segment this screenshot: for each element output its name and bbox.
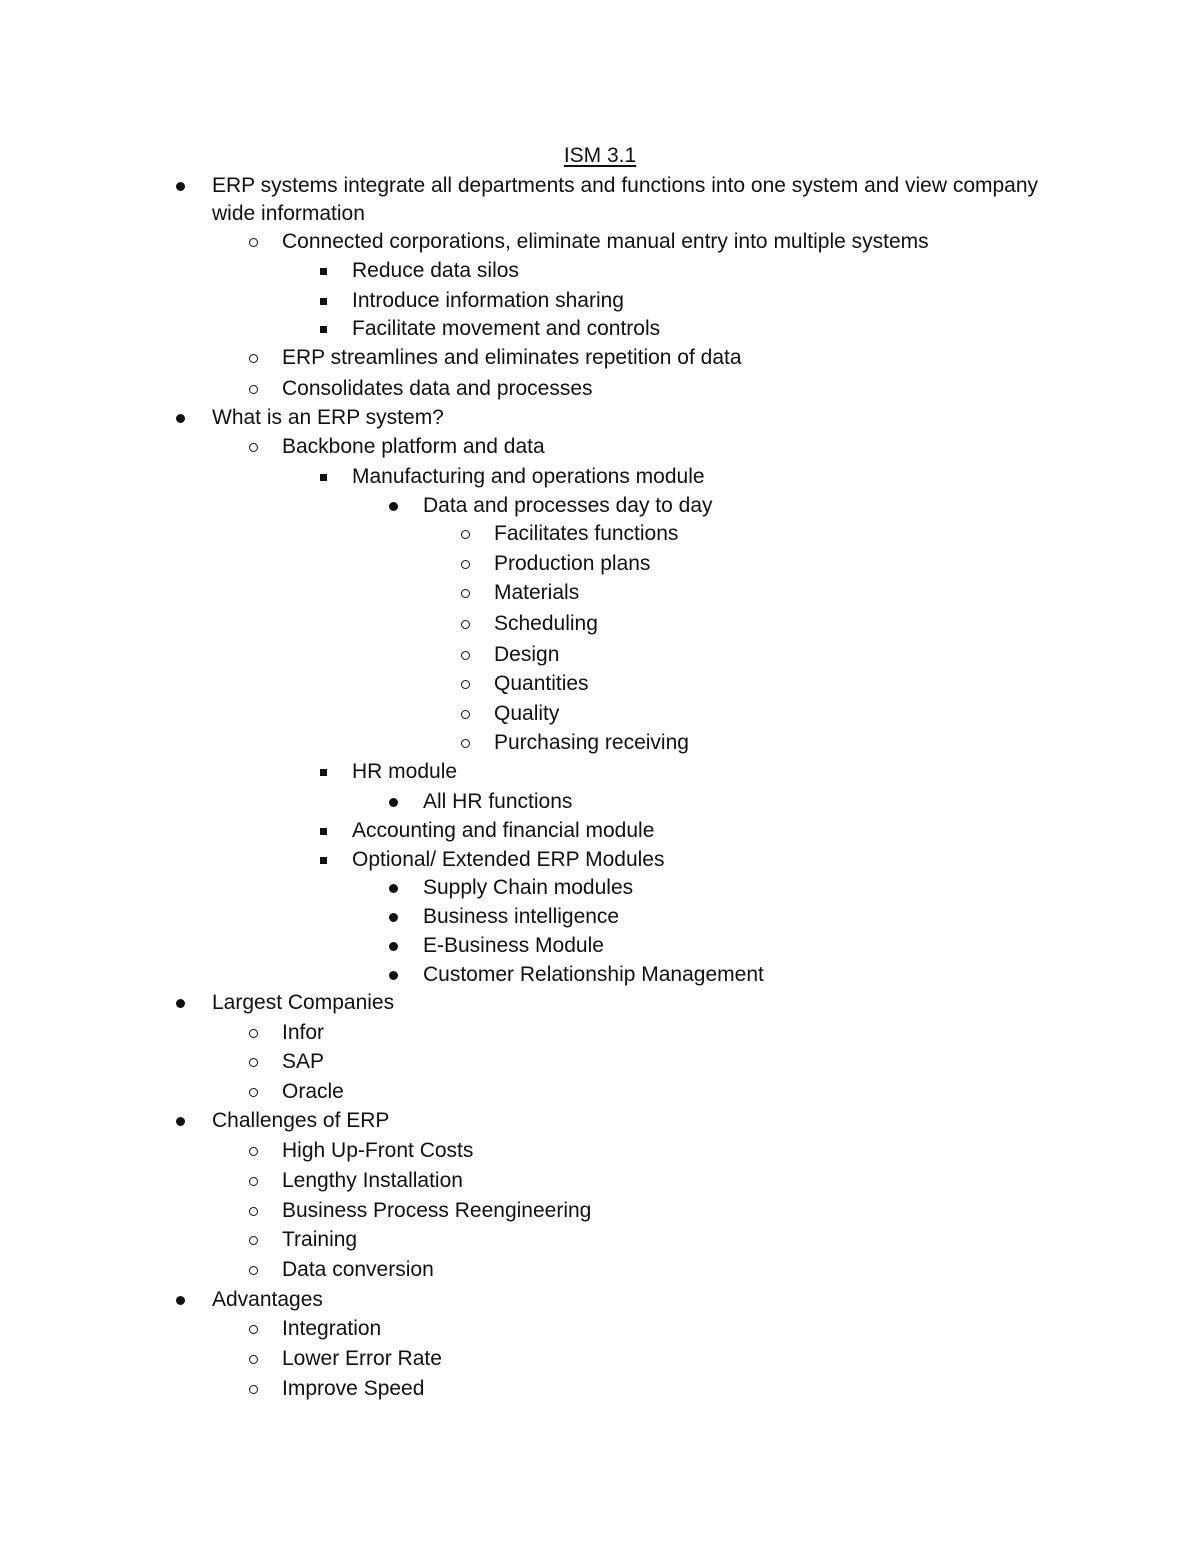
bullet-circle-icon [249,1207,258,1216]
outline-item-level-4: Data and processes day to day [423,494,713,517]
outline-item-level-2: Business Process Reengineering [282,1199,592,1222]
bullet-circle-icon [249,443,258,452]
outline-item-level-3: Optional/ Extended ERP Modules [352,848,665,871]
bullet-circle-icon [461,710,470,719]
bullet-dot-icon [389,971,398,980]
bullet-dot-icon [176,182,185,191]
bullet-circle-icon [461,620,470,629]
outline-item-level-5: Design [494,643,560,666]
outline-item-level-2: Infor [282,1021,325,1044]
bullet-square-icon [320,828,327,835]
bullet-dot-icon [176,1117,185,1126]
document-title: ISM 3.1 [563,144,637,167]
bullet-circle-icon [249,1385,258,1394]
outline-item-level-2: Lengthy Installation [282,1169,463,1192]
outline-item-level-2: High Up-Front Costs [282,1139,474,1162]
outline-item-level-2: Consolidates data and processes [282,377,593,400]
outline-item-level-5: Production plans [494,552,651,575]
bullet-circle-icon [249,238,258,247]
outline-item-level-4: Supply Chain modules [423,876,634,899]
bullet-circle-icon [249,1058,258,1067]
outline-item-level-3: HR module [352,760,458,783]
bullet-square-icon [320,298,327,305]
outline-item-level-1: Advantages [212,1288,323,1311]
bullet-square-icon [320,857,327,864]
bullet-dot-icon [389,913,398,922]
outline-item-level-2: Connected corporations, eliminate manual entry into multiple systems [282,230,929,253]
outline-item-level-4: All HR functions [423,790,573,813]
outline-item-level-4: Customer Relationship Management [423,963,764,986]
bullet-circle-icon [461,530,470,539]
bullet-square-icon [320,474,327,481]
bullet-circle-icon [461,560,470,569]
bullet-circle-icon [461,680,470,689]
outline-item-level-2: Improve Speed [282,1377,425,1400]
outline-item-level-2: Integration [282,1317,382,1340]
outline-item-level-5: Quality [494,702,560,725]
bullet-dot-icon [176,999,185,1008]
outline-item-level-3: Facilitate movement and controls [352,317,661,340]
bullet-circle-icon [461,589,470,598]
outline-item-level-5: Facilitates functions [494,522,679,545]
bullet-circle-icon [461,651,470,660]
bullet-circle-icon [249,1147,258,1156]
outline-item-level-2: SAP [282,1050,325,1073]
outline-item-level-3: Introduce information sharing [352,289,624,312]
outline-item-level-3: Manufacturing and operations module [352,465,705,488]
outline-item-level-1: What is an ERP system? [212,406,444,429]
outline-item-level-4: E-Business Module [423,934,604,957]
bullet-dot-icon [389,942,398,951]
outline-item-level-5: Quantities [494,672,589,695]
bullet-circle-icon [249,1177,258,1186]
bullet-dot-icon [389,798,398,807]
bullet-circle-icon [249,1236,258,1245]
outline-item-level-5: Materials [494,581,580,604]
outline-item-level-4: Business intelligence [423,905,620,928]
outline-item-level-3: Reduce data silos [352,259,519,282]
bullet-circle-icon [249,1266,258,1275]
outline-item-level-5: Purchasing receiving [494,731,689,754]
bullet-circle-icon [249,354,258,363]
bullet-circle-icon [249,1355,258,1364]
outline-item-level-5: Scheduling [494,612,598,635]
outline-item-level-2: Training [282,1228,358,1251]
bullet-circle-icon [249,1088,258,1097]
bullet-square-icon [320,326,327,333]
outline-item-level-1: ERP systems integrate all departments and functions into one system and view company [212,174,1039,197]
outline-item-level-3: Accounting and financial module [352,819,655,842]
outline-item-level-2: Lower Error Rate [282,1347,442,1370]
bullet-dot-icon [389,884,398,893]
bullet-circle-icon [249,1029,258,1038]
bullet-dot-icon [389,502,398,511]
bullet-dot-icon [176,414,185,423]
outline-item-level-1: Largest Companies [212,991,395,1014]
bullet-circle-icon [461,739,470,748]
bullet-square-icon [320,268,327,275]
outline-item-level-1: wide information [212,202,365,225]
outline-item-level-2: Oracle [282,1080,344,1103]
bullet-circle-icon [249,385,258,394]
outline-item-level-1: Challenges of ERP [212,1109,390,1132]
bullet-dot-icon [176,1296,185,1305]
bullet-square-icon [320,769,327,776]
bullet-circle-icon [249,1325,258,1334]
outline-item-level-2: Backbone platform and data [282,435,545,458]
outline-item-level-2: Data conversion [282,1258,434,1281]
outline-item-level-2: ERP streamlines and eliminates repetition of data [282,346,742,369]
